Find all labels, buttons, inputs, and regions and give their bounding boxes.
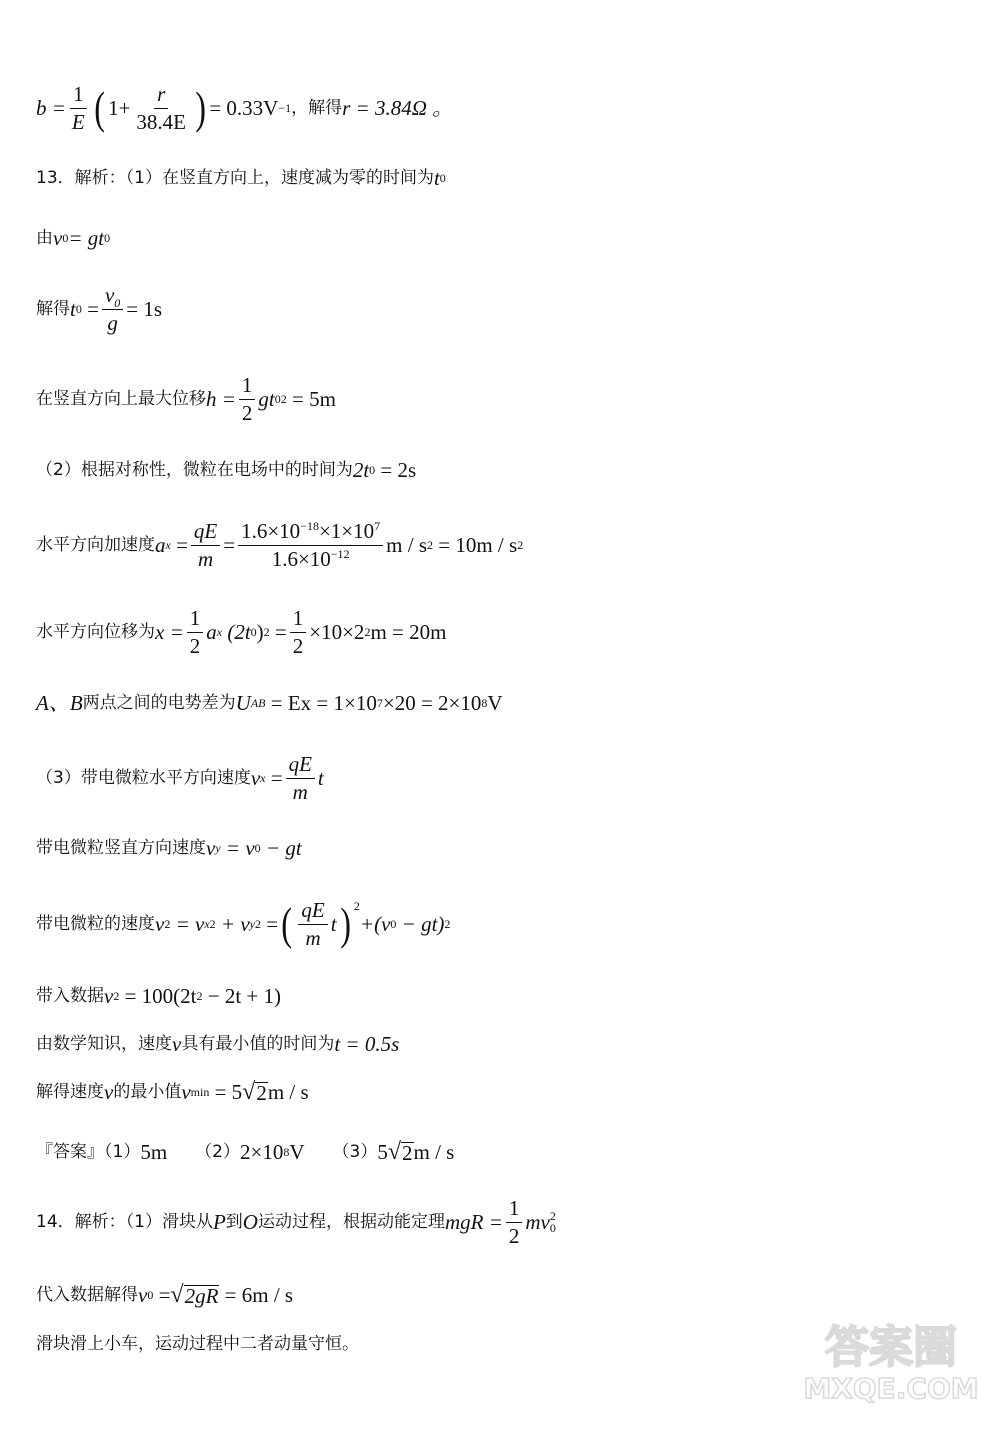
sqrt-symbol: √ 2 bbox=[387, 1139, 413, 1165]
fraction-qe-over-m: $\frac{qE}{m}$ bbox=[191, 521, 220, 570]
eq-vx: （3）带电微粒水平方向速度 v x = $\frac{qE}{m}$ t bbox=[36, 751, 324, 804]
eq-v0-sqrt: 代入数据解得 v 0 = √ 2gR = 6m / s bbox=[36, 1282, 294, 1308]
left-paren: ( bbox=[94, 82, 105, 133]
fraction-half-c: $\frac{1}{2}$ bbox=[506, 1198, 523, 1247]
watermark-top-text: 答案圈 bbox=[825, 1322, 957, 1373]
fraction-half: $\frac{1}{2}$ bbox=[239, 375, 256, 424]
eq-v2-data: 带入数据 v 2 = 100(2t 2 − 2t + 1) bbox=[36, 983, 282, 1008]
fraction-qe-over-m-3: $\frac{qE}{m}$ bbox=[298, 900, 327, 949]
fraction-1-over-e: $\frac{1}{E}$ bbox=[71, 81, 85, 134]
eq-h: 在竖直方向上最大位移 h = $\frac{1}{2}$ gt 0 2 = 5m bbox=[36, 372, 336, 425]
eq-v0-gt0: 由 v 0 = gt 0 bbox=[36, 225, 111, 250]
eq-line-b: b = $\frac{1}{E}$ ( 1+ $\frac{r}{38.4E}$ ) = 0.33V −1 ，解得 r = 3.84Ω 。 bbox=[36, 81, 454, 134]
fraction-qe-over-m-2: $\frac{qE}{m}$ bbox=[286, 754, 315, 803]
answer-line-13: 『答案』（1） 5m （2） 2×10 8 V （3） 5 √ 2 m / s bbox=[36, 1139, 455, 1165]
eq-v-squared: 带电微粒的速度 v 2 = v x 2 + v y 2 = ( $\frac{qE}{m}$ t ) $^2$ +(v 0 − gt) 2 bbox=[36, 897, 451, 950]
eq-ax: 水平方向加速度 a x = $\frac{qE}{m}$ = $\frac{1.6\times 10^{-18}\times 1\times 10^7}{1.6\times 10^{-12}}$ m / s 2 = 10m / s 2 bbox=[36, 518, 524, 571]
momentum-note: 滑块滑上小车，运动过程中二者动量守恒。 bbox=[36, 1333, 359, 1354]
fraction-half-b: $\frac{1}{2}$ bbox=[290, 608, 307, 657]
right-paren: ) bbox=[195, 82, 207, 133]
q13-heading: 13．解析：（1）在竖直方向上，速度减为零的时间为 t 0 bbox=[36, 165, 446, 190]
sqrt-symbol: √ 2gR bbox=[170, 1282, 219, 1308]
eq-t0: 解得 t 0 = $\frac{v_0}{g}$ = 1s bbox=[36, 282, 163, 335]
eq-tmin: 由数学知识，速度 v 具有最小值的时间为 t = 0.5s bbox=[36, 1031, 400, 1056]
fraction-numeric-ax: $\frac{1.6\times 10^{-18}\times 1\times 10^7}{1.6\times 10^{-12}}$ bbox=[238, 521, 383, 570]
fraction-v0-over-g: $\frac{v_0}{g}$ bbox=[102, 285, 123, 334]
eq-vy: 带电微粒竖直方向速度 v y = v 0 − gt bbox=[36, 835, 302, 860]
fraction-half-a: $\frac{1}{2}$ bbox=[187, 608, 204, 657]
q14-heading: 14．解析：（1）滑块从 P 到 O 运动过程，根据动能定理 mgR = $\frac{1}{2}$ mv 2 0 bbox=[36, 1195, 556, 1248]
fraction-r-over-e: $\frac{r}{38.4E}$ bbox=[136, 81, 186, 134]
eq-uab: A、B 两点之间的电势差为 U AB = Ex = 1×10 7 ×20 = 2×10 8 V bbox=[36, 690, 503, 715]
eq-x: 水平方向位移为 x = $\frac{1}{2}$ a x (2t 0 ) 2 = $\frac{1}{2}$ ×10×2 2 m = 20m bbox=[36, 605, 447, 658]
watermark-bottom-text: MXQE.COM bbox=[803, 1372, 979, 1404]
eq-vmin: 解得速度 v 的最小值 v min = 5 √ 2 m / s bbox=[36, 1079, 309, 1105]
eq-2t0: （2）根据对称性，微粒在电场中的时间为 2t 0 = 2s bbox=[36, 457, 417, 482]
sqrt-symbol: √ 2 bbox=[242, 1079, 267, 1105]
watermark-logo bbox=[796, 1314, 986, 1404]
